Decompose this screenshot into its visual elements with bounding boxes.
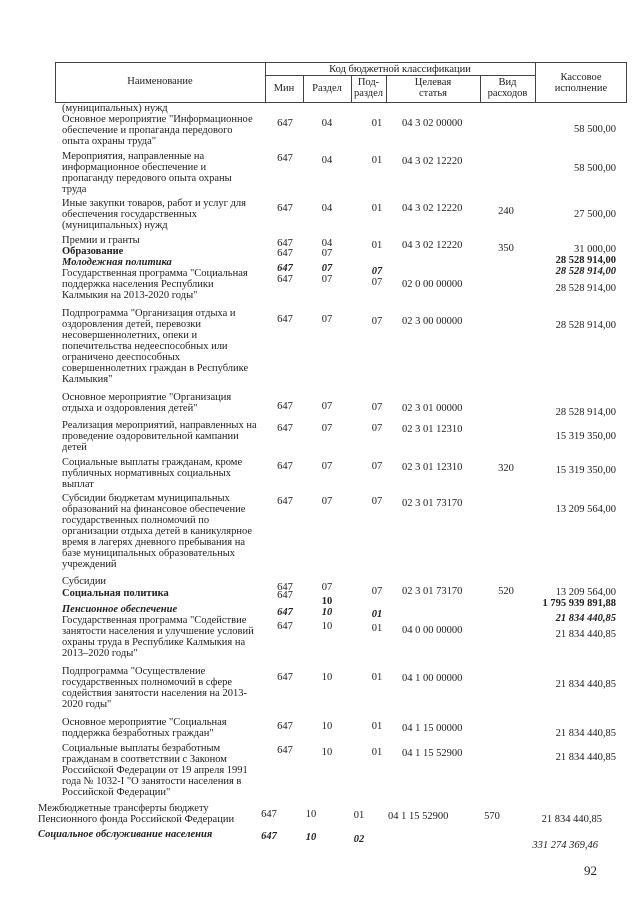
row-sum: 31 000,00 xyxy=(574,244,616,255)
row-podrazdel: 01 xyxy=(371,609,383,620)
row-vid: 520 xyxy=(498,586,514,597)
row-sum: 27 500,00 xyxy=(574,209,616,220)
row-podrazdel: 01 xyxy=(371,623,383,634)
row-name: Государственная программа "Социальная поддержка населения Республики Калмыкия на 2013-2020 годы" xyxy=(62,268,248,301)
row-celevaya: 02 3 01 73170 xyxy=(402,586,463,597)
row-podrazdel: 07 xyxy=(371,423,383,434)
row-min: 647 xyxy=(277,582,293,593)
row-celevaya: 02 0 00 00000 xyxy=(402,279,463,290)
row-sum: 21 834 440,85 xyxy=(555,679,616,690)
row-name: Образование xyxy=(62,246,124,257)
row-podrazdel: 07 xyxy=(371,402,383,413)
row-razdel: 04 xyxy=(321,203,333,214)
row-razdel: 10 xyxy=(321,596,333,607)
row-min: 647 xyxy=(277,745,293,756)
header-vid xyxy=(480,77,535,99)
row-sum: 13 209 564,00 xyxy=(555,504,616,515)
row-razdel: 07 xyxy=(321,248,333,259)
row-name: Социальные выплаты гражданам, кроме публичных нормативных социальных выплат xyxy=(62,457,243,490)
row-razdel: 10 xyxy=(321,607,333,618)
header-razdel: Раздел xyxy=(312,83,342,94)
row-name: Подпрограмма "Осуществление государственных полномочий в сфере содействия занятости населения на 2013-2020 годы" xyxy=(62,666,247,710)
row-razdel: 10 xyxy=(305,832,317,843)
row-celevaya: 04 0 00 00000 xyxy=(402,625,463,636)
row-min: 647 xyxy=(261,831,277,842)
row-min: 647 xyxy=(277,672,293,683)
row-celevaya: 02 3 01 00000 xyxy=(402,403,463,414)
header-min: Мин xyxy=(273,83,295,94)
row-podrazdel: 01 xyxy=(371,672,383,683)
row-name: Социальная политика xyxy=(62,588,169,599)
row-sum: 15 319 350,00 xyxy=(555,465,616,476)
row-celevaya: 02 3 01 12310 xyxy=(402,424,463,435)
header-podrazdel-line1: Под- xyxy=(357,77,380,88)
row-razdel: 10 xyxy=(321,621,333,632)
row-razdel: 10 xyxy=(305,809,317,820)
row-sum: 15 319 350,00 xyxy=(555,431,616,442)
row-podrazdel: 07 xyxy=(371,586,383,597)
row-vid: 570 xyxy=(484,811,500,822)
row-min: 647 xyxy=(277,238,293,249)
row-name: Иные закупки товаров, работ и услуг для обеспечения государственных (муниципальных) нужд xyxy=(62,198,246,231)
header-group-underline xyxy=(265,75,535,76)
header-celevaya-line1: Целевая xyxy=(414,77,452,88)
row-razdel: 04 xyxy=(321,155,333,166)
row-min: 647 xyxy=(277,263,293,274)
row-name: Субсидии бюджетам муниципальных образований на финансовое обеспечение государственных полномочий по организации отдыха детей в каникулярное время в лагерях дневного пребывания на базе муниципальных образовательных учреждений xyxy=(62,493,252,570)
row-razdel: 10 xyxy=(321,672,333,683)
row-min: 647 xyxy=(277,118,293,129)
row-name: Государственная программа "Содействие занятости населения и улучшение условий охраны труда в Республике Калмыкия на 2013–2020 годы" xyxy=(62,615,254,659)
row-razdel: 10 xyxy=(321,721,333,732)
row-sum: 58 500,00 xyxy=(574,163,616,174)
row-sum: 28 528 914,00 xyxy=(555,255,616,266)
row-min: 647 xyxy=(277,423,293,434)
row-name: Мероприятия, направленные на информационное обеспечение и пропаганду передового опыта охраны труда xyxy=(62,151,232,195)
row-sum: 21 834 440,85 xyxy=(555,728,616,739)
row-razdel: 07 xyxy=(321,401,333,412)
row-sum: 1 795 939 891,88 xyxy=(542,598,616,609)
row-sum: 28 528 914,00 xyxy=(555,320,616,331)
header-celevaya-line2: статья xyxy=(419,88,447,99)
row-name: Субсидии xyxy=(62,576,107,587)
row-sum: 21 834 440,85 xyxy=(541,814,602,825)
row-sum: 21 834 440,85 xyxy=(555,752,616,763)
row-celevaya: 04 3 02 12220 xyxy=(402,203,463,214)
row-min: 647 xyxy=(277,621,293,632)
row-name: Социальные выплаты безработным гражданам в соответствии с Законом Российской Федерации от 19 апреля 1991 года № 1032-I "О занятости населения в Российской Федерации" xyxy=(62,743,248,798)
page-number: 92 xyxy=(584,863,597,878)
header-kassovoe-line2: исполнение xyxy=(554,83,608,94)
row-min: 647 xyxy=(277,461,293,472)
row-name: Молодежная политика xyxy=(62,257,172,268)
row-min: 647 xyxy=(277,401,293,412)
row-celevaya: 04 3 02 00000 xyxy=(402,118,463,129)
row-min: 647 xyxy=(261,809,277,820)
row-razdel: 07 xyxy=(321,461,333,472)
row-razdel: 07 xyxy=(321,423,333,434)
row-min: 647 xyxy=(277,248,293,259)
row-sum: 28 528 914,00 xyxy=(555,266,616,277)
row-name: Реализация мероприятий, направленных на проведение оздоровительной кампании детей xyxy=(62,420,257,453)
row-sum: 28 528 914,00 xyxy=(555,407,616,418)
row-celevaya: 04 1 15 52900 xyxy=(388,811,449,822)
row-razdel: 07 xyxy=(321,496,333,507)
row-name: Пенсионное обеспечение xyxy=(62,604,178,615)
row-celevaya: 02 3 01 73170 xyxy=(402,498,463,509)
row-sum: 13 209 564,00 xyxy=(555,587,616,598)
row-celevaya: 04 1 15 52900 xyxy=(402,748,463,759)
row-name: Межбюджетные трансферты бюджету Пенсионного фонда Российской Федерации xyxy=(38,803,235,825)
row-podrazdel: 01 xyxy=(371,747,383,758)
row-name: Премии и гранты xyxy=(62,235,140,246)
row-podrazdel: 07 xyxy=(371,496,383,507)
row-celevaya: 04 1 00 00000 xyxy=(402,673,463,684)
row-vid: 320 xyxy=(498,463,514,474)
row-min: 647 xyxy=(277,153,293,164)
row-celevaya: 02 3 01 12310 xyxy=(402,462,463,473)
row-podrazdel: 01 xyxy=(371,155,383,166)
row-razdel: 04 xyxy=(321,238,333,249)
row-celevaya: 04 1 15 00000 xyxy=(402,723,463,734)
row-podrazdel: 01 xyxy=(371,118,383,129)
row-podrazdel: 01 xyxy=(371,203,383,214)
row-min: 647 xyxy=(277,721,293,732)
row-podrazdel: 07 xyxy=(371,316,383,327)
row-name: (муниципальных) нужд xyxy=(62,103,168,114)
row-razdel: 07 xyxy=(321,314,333,325)
row-celevaya: 04 3 02 12220 xyxy=(402,156,463,167)
header-podrazdel-line2: раздел xyxy=(353,88,384,99)
row-name: Основное мероприятие "Информационное обеспечение и пропаганда передового опыта охраны труда" xyxy=(62,114,253,147)
row-razdel: 04 xyxy=(321,118,333,129)
row-celevaya: 04 3 02 12220 xyxy=(402,240,463,251)
row-sum: 28 528 914,00 xyxy=(555,283,616,294)
row-podrazdel: 01 xyxy=(353,810,365,821)
row-vid: 350 xyxy=(498,243,514,254)
row-min: 647 xyxy=(277,314,293,325)
row-razdel: 07 xyxy=(321,582,333,593)
row-min: 647 xyxy=(277,607,293,618)
row-name: Подпрограмма "Организация отдыха и оздоровления детей, перевозки несовершеннолетних, опеки и попечительства недееспособных или ограничено дееспособных совершеннолетних граждан в Республике Калмыкия" xyxy=(62,308,249,385)
row-min: 647 xyxy=(277,203,293,214)
row-sum: 21 834 440,85 xyxy=(555,613,616,624)
row-name: Основное мероприятие "Организация отдыха и оздоровления детей" xyxy=(62,392,232,414)
row-razdel: 07 xyxy=(321,263,333,274)
row-podrazdel: 01 xyxy=(371,240,383,251)
row-podrazdel: 07 xyxy=(371,277,383,288)
header-naim: Наименование xyxy=(127,76,193,87)
header-kassovoe-line1: Кассовое xyxy=(560,72,602,83)
row-min: 647 xyxy=(277,496,293,507)
row-podrazdel: 07 xyxy=(371,266,383,277)
row-sum: 21 834 440,85 xyxy=(555,629,616,640)
row-name: Социальное обслуживание населения xyxy=(38,829,213,840)
row-podrazdel: 07 xyxy=(371,461,383,472)
header-podrazdel xyxy=(351,77,386,99)
header-kassovoe xyxy=(535,72,627,94)
row-sum: 58 500,00 xyxy=(574,124,616,135)
row-name: Основное мероприятие "Социальная поддержка безработных граждан" xyxy=(62,717,227,739)
header-celevaya xyxy=(386,77,480,99)
row-celevaya: 02 3 00 00000 xyxy=(402,316,463,327)
row-min: 647 xyxy=(277,274,293,285)
row-vid: 240 xyxy=(498,206,514,217)
header-group: Код бюджетной классификации xyxy=(329,64,471,75)
row-razdel: 10 xyxy=(321,747,333,758)
header-top-border xyxy=(55,62,627,63)
row-razdel: 07 xyxy=(321,274,333,285)
row-podrazdel: 02 xyxy=(353,834,365,845)
header-vid-line1: Вид xyxy=(498,77,517,88)
table-header xyxy=(55,62,627,102)
row-podrazdel: 01 xyxy=(371,721,383,732)
row-min: 647 xyxy=(277,590,293,601)
header-vid-line2: расходов xyxy=(487,88,528,99)
row-sum: 331 274 369,46 xyxy=(532,840,598,851)
